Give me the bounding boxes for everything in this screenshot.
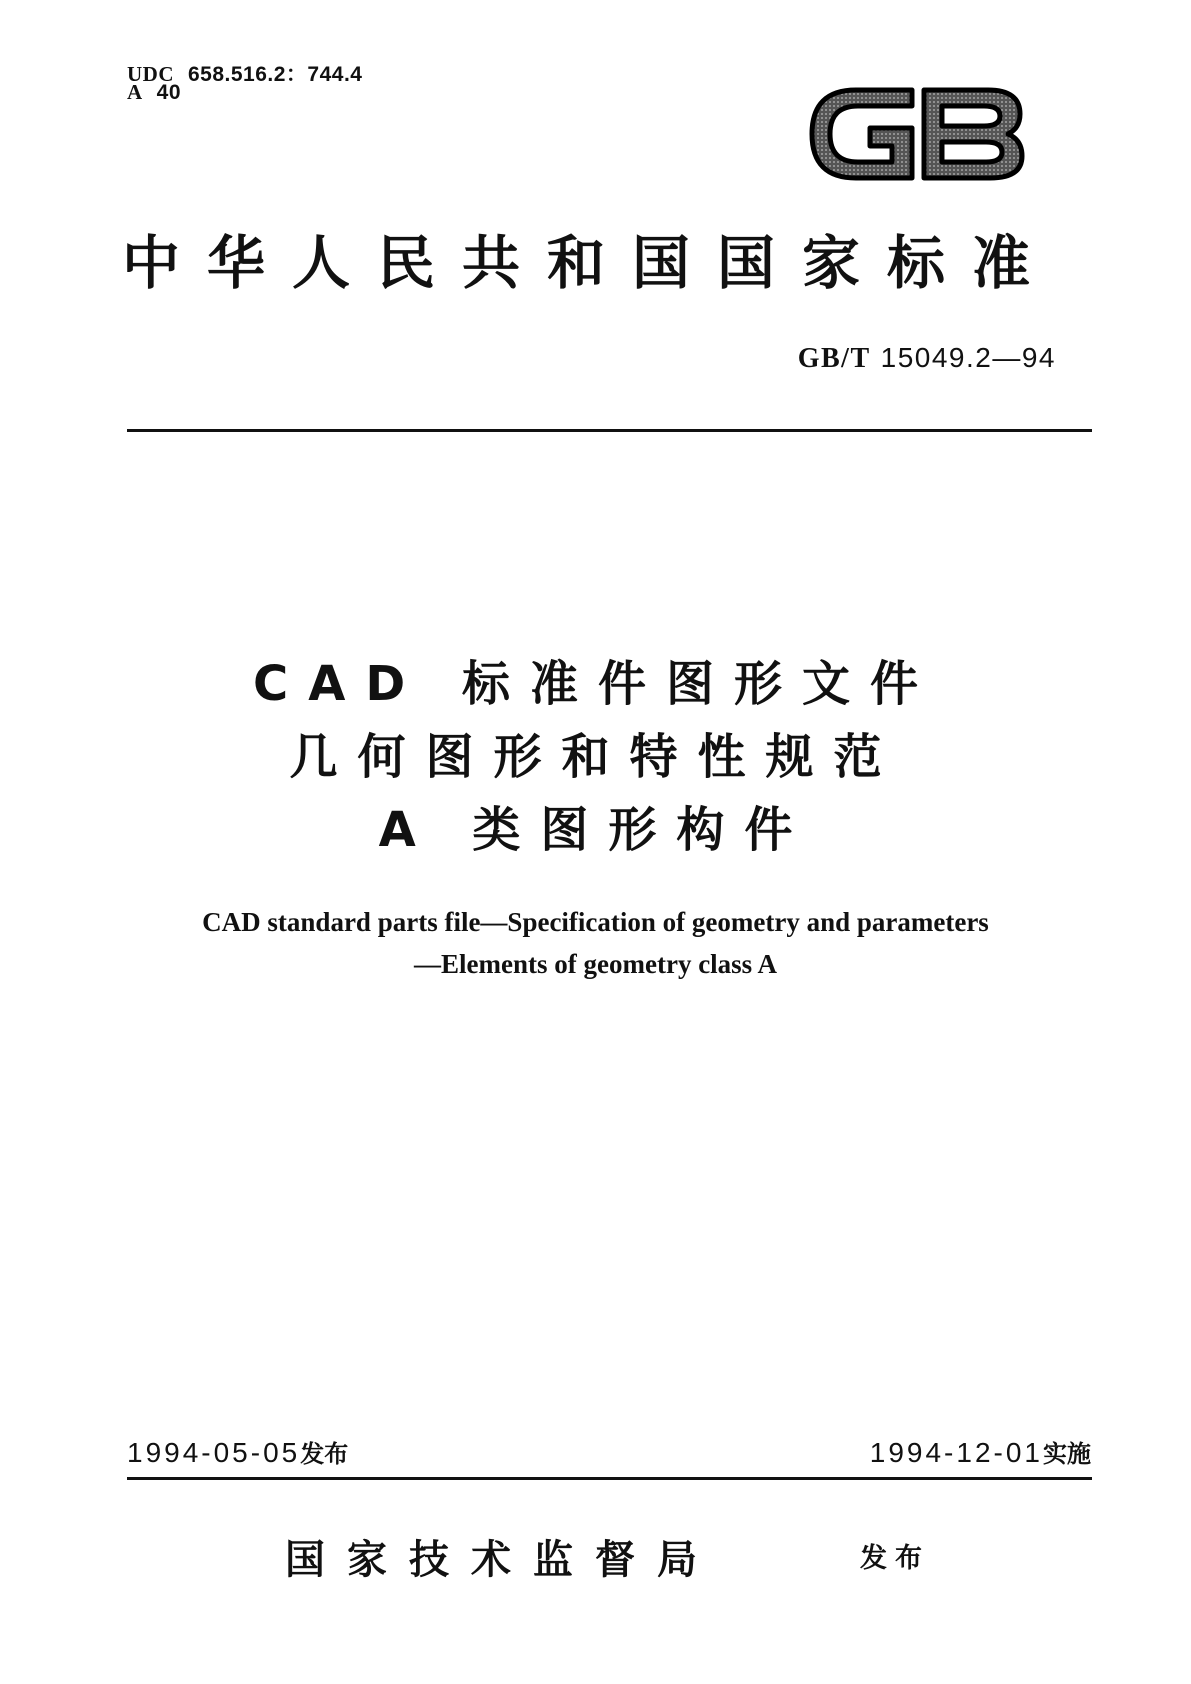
effective-date <box>870 1434 1091 1469</box>
standard-number-value: 15049.2—94 <box>880 342 1056 373</box>
cn-title-line-3: A 类图形构件 <box>378 802 813 858</box>
standard-number <box>798 342 1056 375</box>
cn-title-line-2: 几何图形和特性规范 <box>289 729 902 785</box>
footer-divider <box>127 1477 1092 1480</box>
udc-label: UDC <box>127 62 174 86</box>
effective-date-label: 实施 <box>1043 1440 1091 1468</box>
gb-standard-logo-icon <box>808 76 1028 192</box>
issue-date-value: 1994-05-05 <box>127 1437 301 1468</box>
classification-label: A <box>127 80 143 104</box>
cn-title-line-1: CAD 标准件图形文件 <box>253 656 938 712</box>
en-title-line-2: —Elements of geometry class A <box>414 949 777 979</box>
issue-date <box>127 1434 348 1469</box>
en-title-line-1: CAD standard parts file—Specification of geometry and parameters <box>202 907 989 937</box>
classification-code: 40 <box>156 81 182 104</box>
publisher-suffix: 发布 <box>860 1543 930 1574</box>
standard-number-prefix: GB/T <box>797 343 871 374</box>
national-standard-title: 中华人民共和国国家标准 <box>122 229 1058 297</box>
header-divider <box>127 429 1092 432</box>
publisher-name: 国家技术监督局 <box>285 1537 719 1583</box>
udc-code: 658.516.2：744.4 <box>188 63 363 86</box>
classification-code-line <box>127 80 181 105</box>
effective-date-value: 1994-12-01 <box>869 1437 1043 1468</box>
issue-date-label: 发布 <box>300 1440 349 1468</box>
